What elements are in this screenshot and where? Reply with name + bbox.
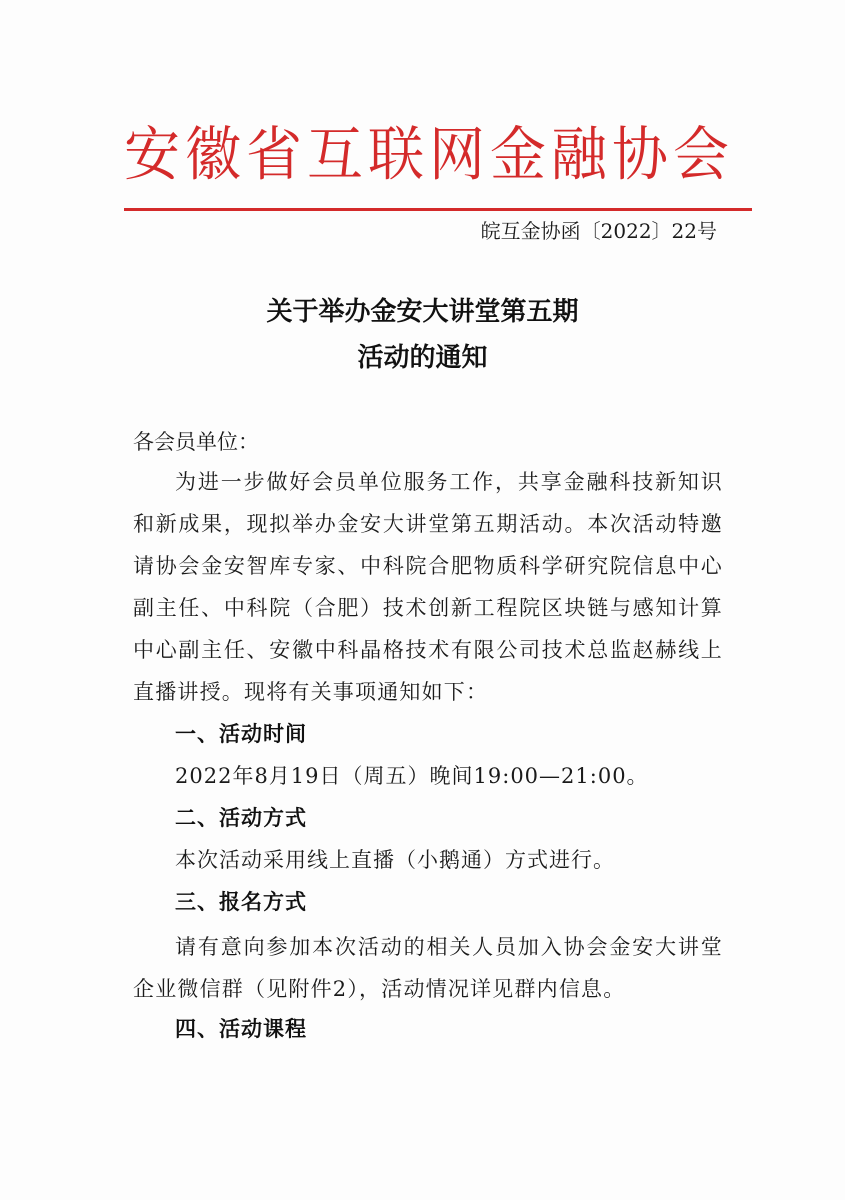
salutation: 各会员单位：	[133, 430, 259, 454]
letterhead-red-rule	[124, 208, 752, 211]
intro-paragraph: 为进一步做好会员单位服务工作，共享金融科技新知识和新成果，现拟举办金安大讲堂第五期活动。本次活动特邀请协会金安智库专家、中科院合肥物质科学研究院信息中心副主任、中科院（合肥）技术创新工程院区块链与感知计算中心副主任、安徽中科晶格技术有限公司技术总监赵赫线上直播讲授。现将有关事项通知如下：	[133, 470, 723, 704]
intro-paragraph-block	[133, 461, 723, 713]
notice-title-line2: 活动的通知	[357, 343, 488, 373]
registration-paragraph-block	[133, 926, 723, 1010]
section-heading-registration: 三、报名方式	[175, 890, 307, 914]
section-text-time: 2022年8月19日（周五）晚间19:00—21:00。	[175, 764, 649, 788]
section-text-method: 本次活动采用线上直播（小鹅通）方式进行。	[175, 848, 615, 872]
section-heading-courses: 四、活动课程	[175, 1017, 307, 1041]
section-heading-method: 二、活动方式	[175, 806, 307, 830]
notice-title-line1: 关于举办金安大讲堂第五期	[266, 297, 579, 327]
document-number: 皖互金协函〔2022〕22号	[480, 219, 717, 243]
section-heading-time: 一、活动时间	[175, 722, 307, 746]
letterhead-org-name: 安徽省互联网金融协会	[124, 121, 734, 190]
section-text-registration: 请有意向参加本次活动的相关人员加入协会金安大讲堂企业微信群（见附件2），活动情况详见群内信息。	[133, 935, 723, 1001]
